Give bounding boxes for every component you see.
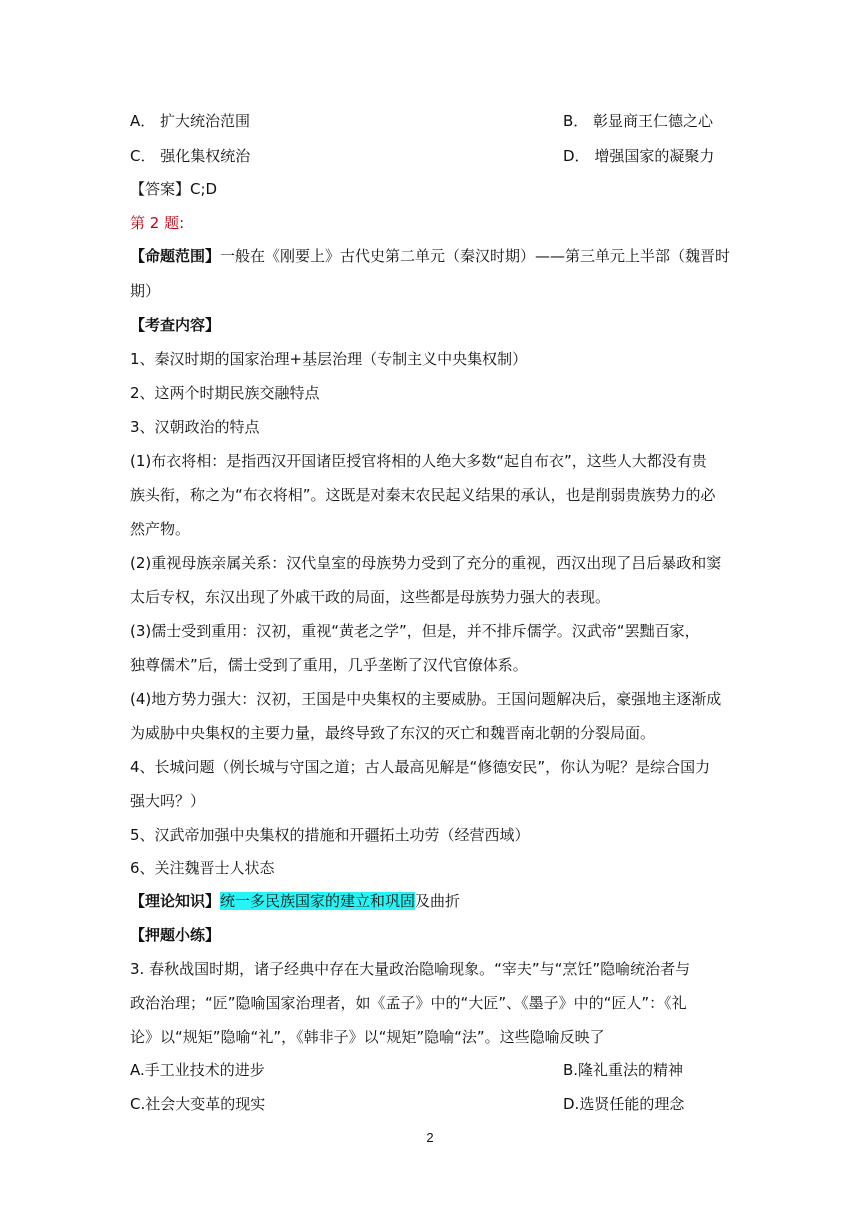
q3-option-d: D.选贤任能的理念: [563, 1095, 685, 1113]
q3-options-row-2: [130, 1094, 685, 1114]
content-item-6: 6、关注魏晋士人状态: [130, 859, 275, 877]
q1-option-b: B． 彰显商王仁德之心: [563, 112, 714, 130]
practice-label: 【押题小练】: [130, 926, 221, 944]
q1-option-a: A． 扩大统治范围: [130, 112, 251, 130]
content-item-3: 3、汉朝政治的特点: [130, 418, 260, 436]
content-item-5: 5、汉武帝加强中央集权的措施和开疆拓土功劳（经营西域）: [130, 826, 530, 844]
content-item-2: 2、这两个时期民族交融特点: [130, 384, 320, 402]
point-2-line-2: 太后专权，东汉出现了外戚干政的局面，这些都是母族势力强大的表现。: [130, 588, 611, 606]
point-1-line-2: 族头衔，称之为“布衣将相”。这既是对秦末农民起义结果的承认，也是削弱贵族势力的必: [130, 486, 716, 504]
q3-stem-line-3: 论》以“规矩”隐喻“礼”，《韩非子》以“规矩”隐喻“法”。这些隐喻反映了: [130, 1028, 605, 1046]
theory-rest: 及曲折: [415, 892, 461, 910]
q1-options-row-2: [130, 146, 715, 166]
point-2-line-1: (2)重视母族亲属关系：汉代皇室的母族势力受到了充分的重视，西汉出现了吕后暴政和窦: [130, 554, 722, 572]
content-label: 【考查内容】: [130, 316, 221, 334]
point-1-line-3: 然产物。: [130, 520, 191, 538]
scope-label: 【命题范围】: [130, 247, 221, 265]
q1-option-d: D． 增强国家的凝聚力: [563, 147, 715, 165]
q3-option-c: C.社会大变革的现实: [130, 1095, 266, 1113]
scope-text: 一般在《刚要上》古代史第二单元（秦汉时期）——第三单元上半部（魏晋时: [220, 247, 731, 265]
theory-label: 【理论知识】: [130, 892, 221, 910]
content-item-4-line-2: 强大吗？）: [130, 792, 206, 810]
q1-answer: 【答案】C;D: [130, 180, 218, 198]
content-item-4-line-1: 4、长城问题（例长城与守国之道；古人最高见解是“修德安民”，你认为呢？是综合国力: [130, 758, 711, 776]
q3-option-a: A.手工业技术的进步: [130, 1061, 265, 1079]
point-4-line-2: 为威胁中央集权的主要力量，最终导致了东汉的灭亡和魏晋南北朝的分裂局面。: [130, 724, 656, 742]
content-item-1: 1、秦汉时期的国家治理+基层治理（专制主义中央集权制）: [130, 350, 528, 368]
q3-option-b: B.隆礼重法的精神: [563, 1061, 684, 1079]
q3-stem-line-1: 3. 春秋战国时期，诸子经典中存在大量政治隐喻现象。“宰夫”与“烹饪”隐喻统治者与: [130, 960, 691, 978]
point-3-line-2: 独尊儒术”后，儒士受到了重用，几乎垄断了汉代官僚体系。: [130, 656, 528, 674]
page-number: 2: [426, 1130, 434, 1145]
q2-scope-cont: 期）: [130, 282, 161, 300]
q2-scope: [130, 246, 730, 266]
q1-option-c: C． 强化集权统治: [130, 147, 251, 165]
point-3-line-1: (3)儒士受到重用：汉初，重视“黄老之学”，但是，并不排斥儒学。汉武帝“罢黜百家，: [130, 622, 700, 640]
q3-stem-line-2: 政治治理；“匠”隐喻国家治理者，如《孟子》中的“大匠”、《墨子》中的“匠人”：《礼: [130, 994, 687, 1012]
theory-line: [130, 891, 460, 911]
q2-title: 第 2 题:: [130, 214, 185, 232]
point-4-line-1: (4)地方势力强大：汉初，王国是中央集权的主要威胁。王国问题解决后，豪强地主逐渐成: [130, 690, 722, 708]
q3-options-row-1: [130, 1060, 684, 1080]
point-1-line-1: (1)布衣将相：是指西汉开国诸臣授官将相的人绝大多数“起自布衣”，这些人大都没有贵: [130, 452, 707, 470]
q1-options-row-1: [130, 111, 714, 131]
theory-highlight: 统一多民族国家的建立和巩固: [220, 892, 416, 910]
